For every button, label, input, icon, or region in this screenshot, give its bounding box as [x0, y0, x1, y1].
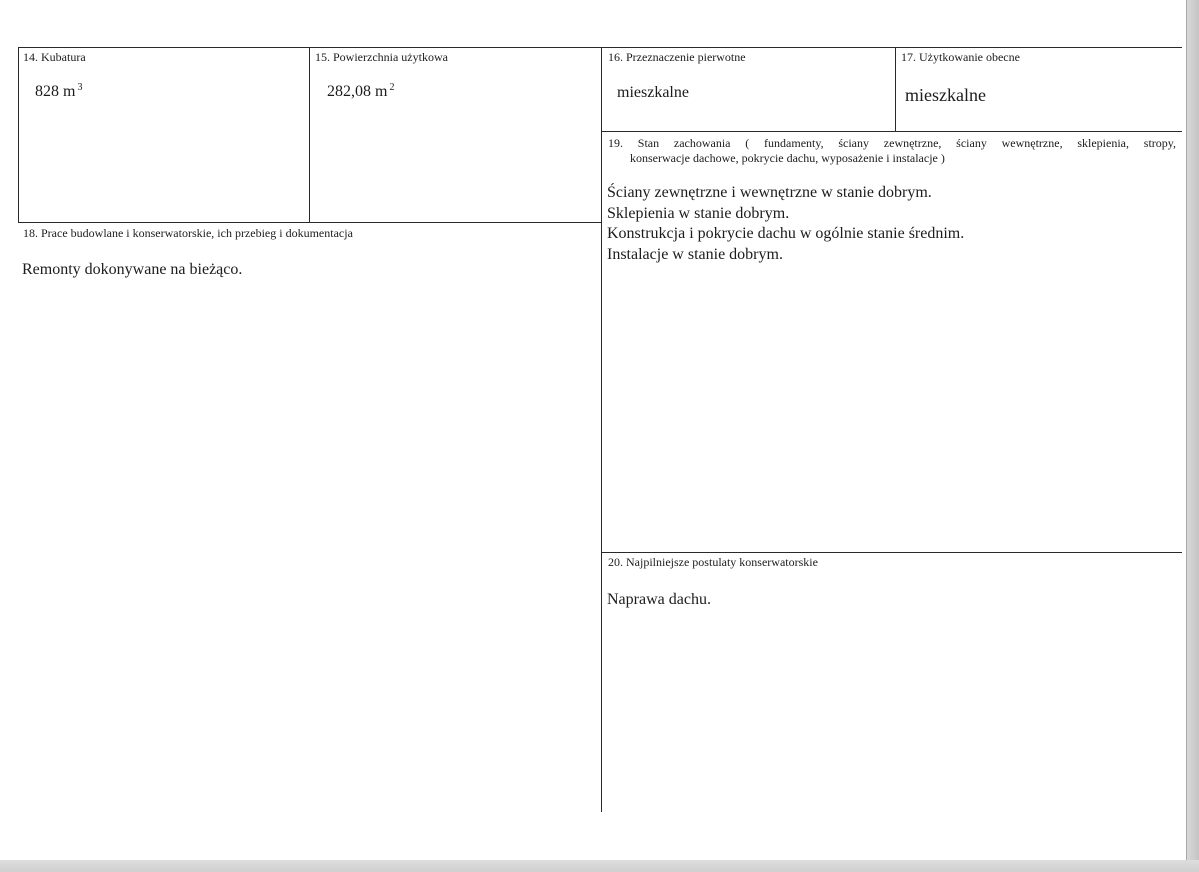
field-20-label: 20. Najpilniejsze postulaty konserwatorskie: [608, 555, 818, 569]
field-16-value: mieszkalne: [617, 84, 689, 101]
field-17-label: 17. Użytkowanie obecne: [901, 50, 1020, 64]
field-19-label-line2: konserwacje dachowe, pokrycie dachu, wyposażenie i instalacje ): [630, 151, 945, 165]
field-19-label-line1: 19. Stan zachowania ( fundamenty, ściany zewnętrzne, ściany wewnętrzne, sklepienia, stropy,: [608, 136, 1176, 150]
field-15-value-text: 282,08 m: [327, 83, 388, 100]
rule-above-18: [18, 222, 602, 223]
field-17-value: mieszkalne: [905, 85, 986, 105]
rule-above-20: [602, 552, 1182, 553]
field-19-label: [608, 136, 1176, 166]
field-15-value: [327, 82, 394, 102]
rule-14-15: [309, 47, 310, 223]
scan-edge-bottom: [0, 860, 1199, 872]
center-rule: [601, 47, 602, 812]
field-20-value: Naprawa dachu.: [607, 591, 711, 608]
field-19-line: Sklepienia w stanie dobrym.: [607, 204, 790, 222]
field-19-line: Ściany zewnętrzne i wewnętrzne w stanie dobrym.: [607, 184, 932, 201]
field-15-label: 15. Powierzchnia użytkowa: [315, 50, 448, 64]
field-14-unit-exponent: 3: [77, 82, 83, 93]
rule-under-16-17: [602, 131, 1182, 132]
field-15-unit-exponent: 2: [389, 82, 395, 93]
field-14-value: [35, 82, 82, 102]
field-18-label: 18. Prace budowlane i konserwatorskie, ich przebieg i dokumentacja: [23, 226, 353, 240]
field-19-line: Konstrukcja i pokrycie dachu w ogólnie stanie średnim.: [607, 225, 965, 242]
field-19-content: [607, 183, 964, 265]
field-19-line: Instalacje w stanie dobrym.: [607, 245, 783, 263]
scan-edge-right: [1186, 0, 1199, 872]
top-rule: [18, 47, 1182, 48]
rule-16-17: [895, 47, 896, 132]
field-14-label: 14. Kubatura: [23, 50, 86, 64]
field-18-value: Remonty dokonywane na bieżąco.: [22, 261, 243, 278]
field-14-value-text: 828 m: [35, 83, 76, 100]
field-16-label: 16. Przeznaczenie pierwotne: [608, 50, 746, 64]
left-rule: [18, 47, 19, 223]
